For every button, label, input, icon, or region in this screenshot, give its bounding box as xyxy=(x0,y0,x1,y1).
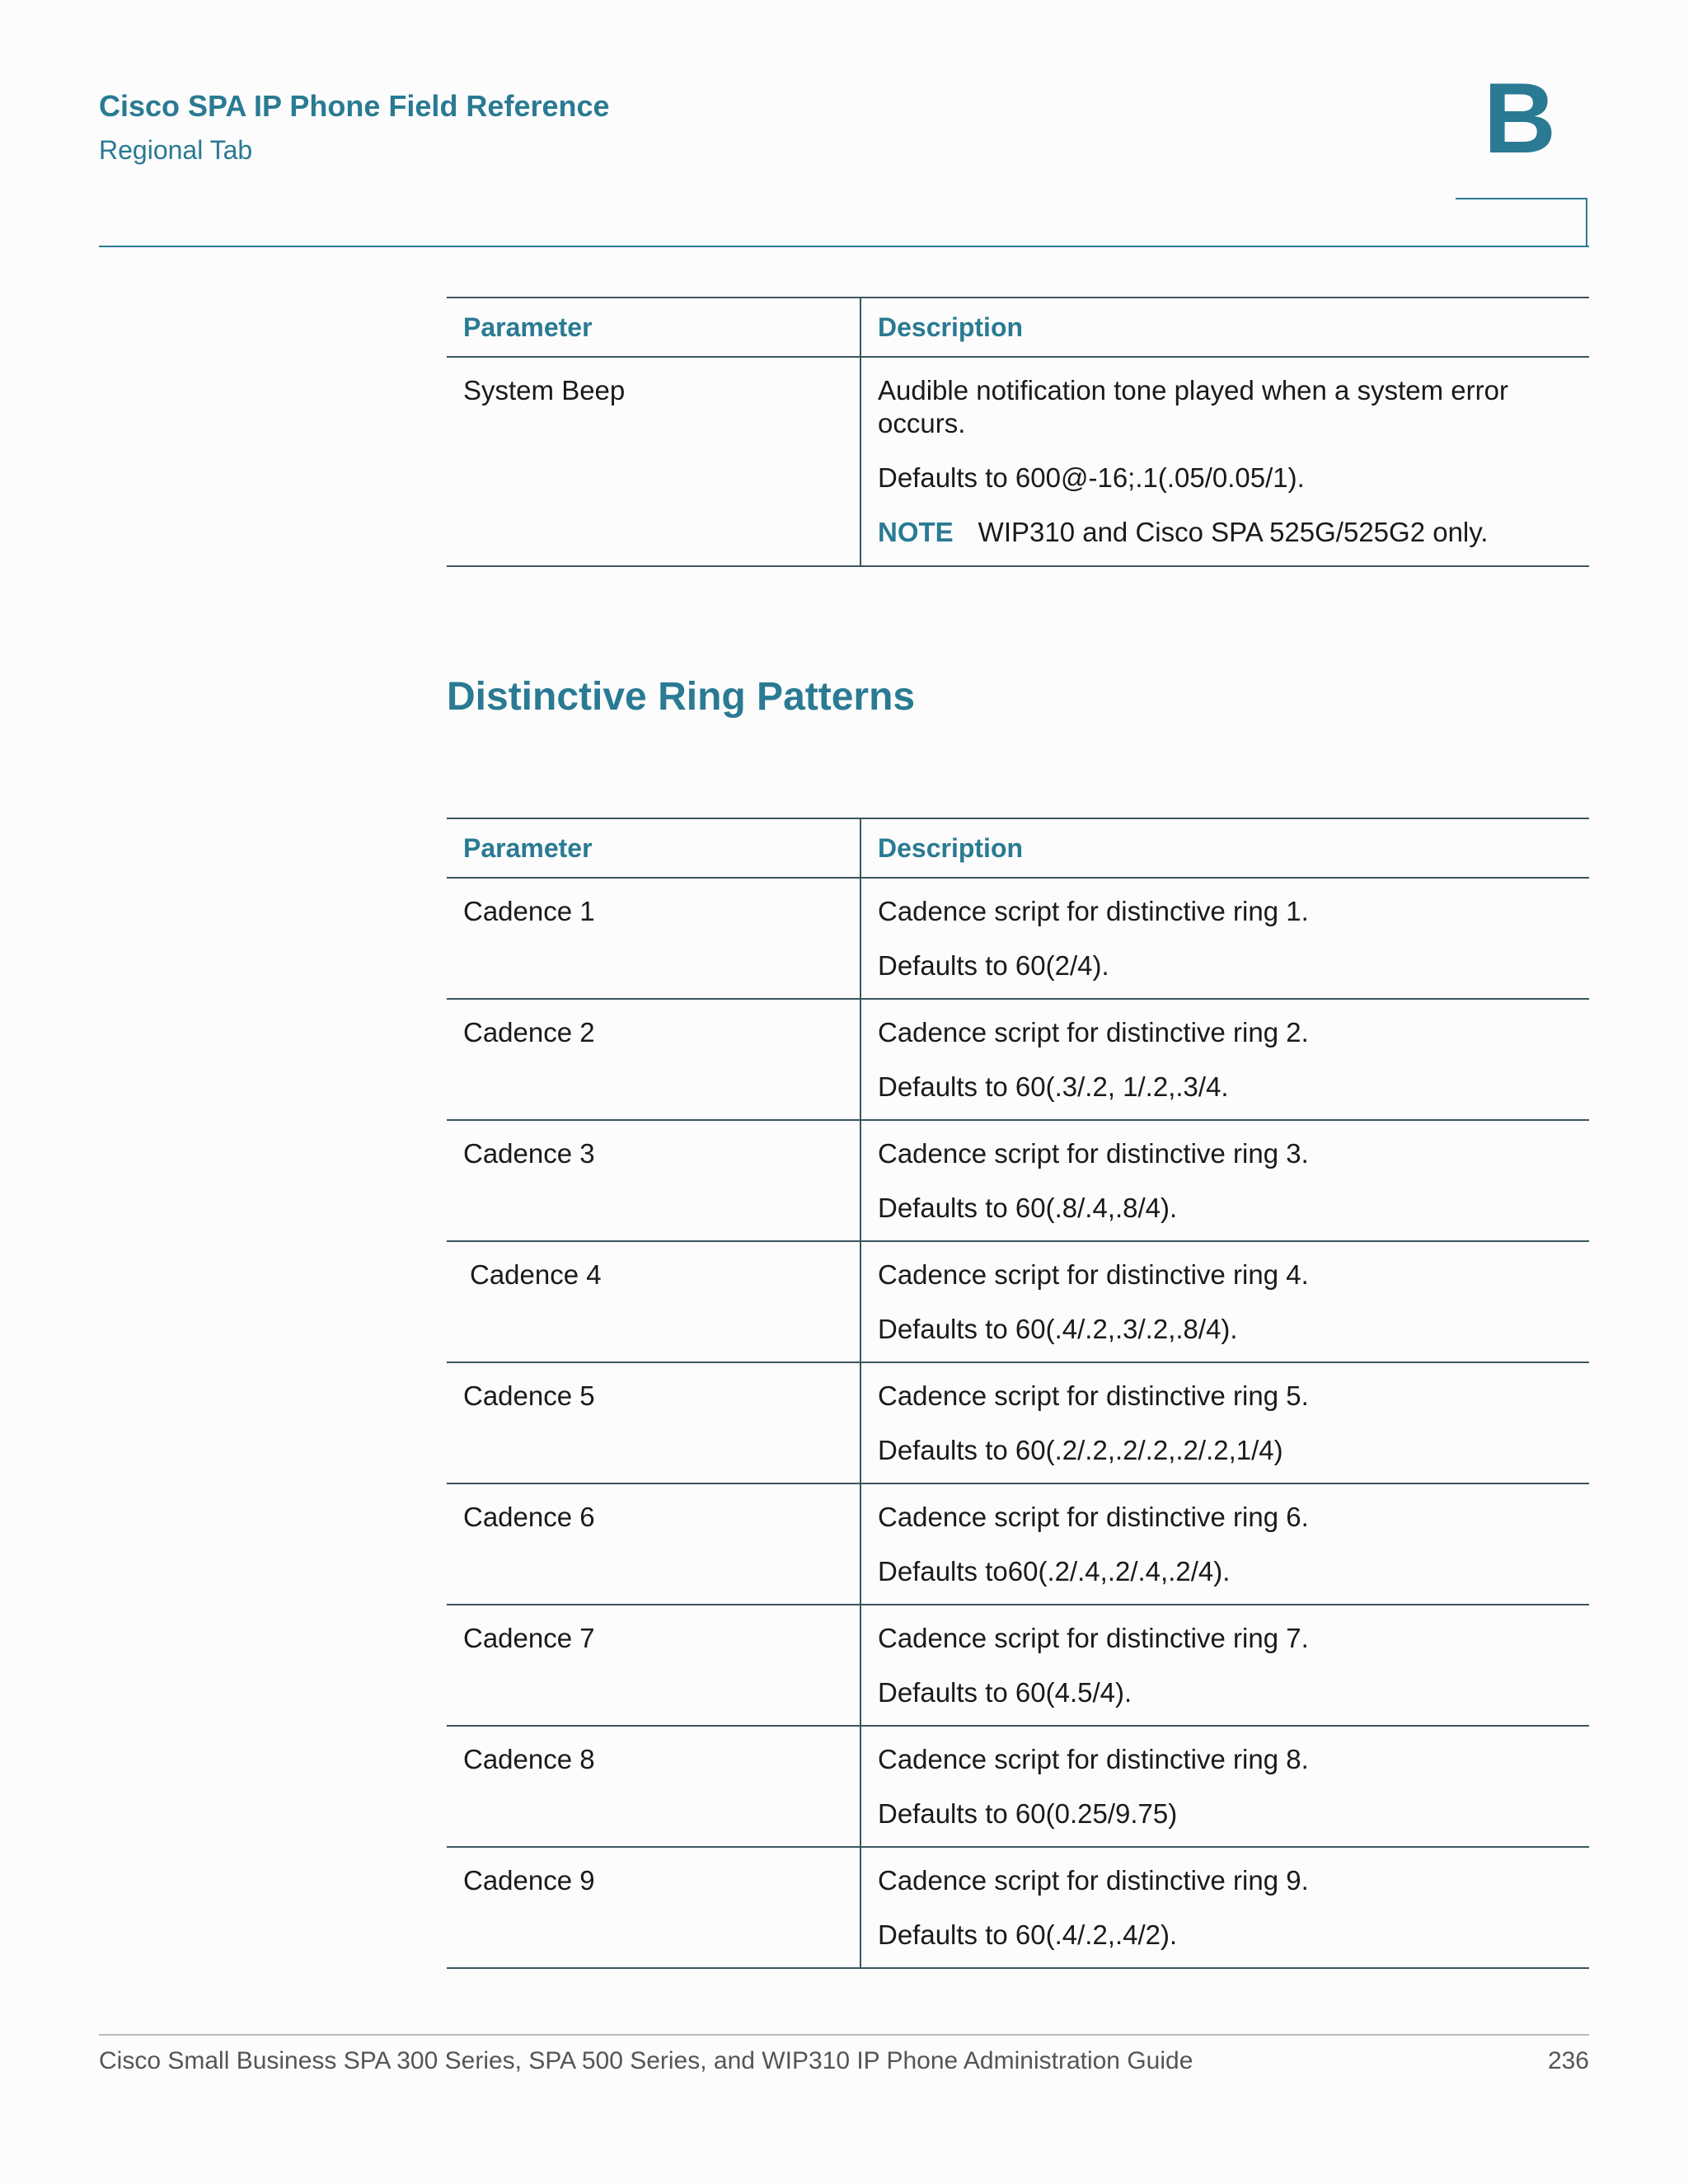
parameter-cell: Cadence 5 xyxy=(447,1362,860,1483)
default-value: Defaults to 60(.4/.2,.3/.2,.8/4). xyxy=(878,1314,1238,1344)
default-value: Defaults to 60(0.25/9.75) xyxy=(878,1798,1178,1829)
default-value: Defaults to60(.2/.4,.2/.4,.2/4). xyxy=(878,1556,1231,1586)
column-header-parameter: Parameter xyxy=(447,298,860,357)
description-text: Cadence script for distinctive ring 9. xyxy=(878,1865,1309,1896)
description-cell xyxy=(860,1362,1589,1483)
default-value: Defaults to 60(.2/.2,.2/.2,.2/.2,1/4) xyxy=(878,1435,1283,1465)
note-label: NOTE xyxy=(878,517,954,547)
default-value: Defaults to 60(.3/.2, 1/.2,.3/4. xyxy=(878,1071,1229,1102)
default-value: Defaults to 60(.4/.2,.4/2). xyxy=(878,1919,1178,1950)
page-header-subtitle: Regional Tab xyxy=(99,135,253,165)
page-header-title: Cisco SPA IP Phone Field Reference xyxy=(99,89,610,123)
description-cell xyxy=(860,999,1589,1120)
chapter-letter: B xyxy=(1483,62,1556,174)
column-header-parameter: Parameter xyxy=(447,818,860,878)
chapter-box xyxy=(1456,198,1587,246)
parameter-cell: Cadence 4 xyxy=(447,1241,860,1362)
default-value: Defaults to 60(4.5/4). xyxy=(878,1677,1132,1708)
description-text: Audible notification tone played when a system error occurs. xyxy=(878,375,1508,438)
description-cell xyxy=(860,1847,1589,1968)
table-row xyxy=(447,1483,1589,1605)
column-header-description: Description xyxy=(860,818,1589,878)
description-cell xyxy=(860,1726,1589,1847)
description-cell xyxy=(860,1120,1589,1241)
description-cell xyxy=(860,1241,1589,1362)
parameter-cell: Cadence 6 xyxy=(447,1483,860,1605)
parameter-cell: Cadence 7 xyxy=(447,1605,860,1726)
description-cell xyxy=(860,1605,1589,1726)
table-row xyxy=(447,1847,1589,1968)
table-row xyxy=(447,1362,1589,1483)
page-number: 236 xyxy=(1547,2047,1589,2074)
table-row xyxy=(447,1605,1589,1726)
description-text: Cadence script for distinctive ring 4. xyxy=(878,1259,1309,1290)
description-cell xyxy=(860,1483,1589,1605)
column-header-description: Description xyxy=(860,298,1589,357)
footer-rule xyxy=(99,2034,1589,2036)
table-row xyxy=(447,1241,1589,1362)
table-row xyxy=(447,999,1589,1120)
table-row xyxy=(447,1726,1589,1847)
table-header-row xyxy=(447,818,1589,878)
default-value: Defaults to 60(.8/.4,.8/4). xyxy=(878,1193,1178,1223)
section-title: Distinctive Ring Patterns xyxy=(447,675,916,719)
parameter-cell: System Beep xyxy=(447,357,860,566)
table-row xyxy=(447,878,1589,999)
description-cell xyxy=(860,357,1589,566)
default-value: Defaults to 60(2/4). xyxy=(878,950,1109,981)
header-rule xyxy=(99,246,1589,247)
parameter-cell: Cadence 9 xyxy=(447,1847,860,1968)
parameter-cell: Cadence 8 xyxy=(447,1726,860,1847)
description-cell xyxy=(860,878,1589,999)
description-text: Cadence script for distinctive ring 2. xyxy=(878,1017,1309,1047)
table-row xyxy=(447,1120,1589,1241)
parameter-cell: Cadence 1 xyxy=(447,878,860,999)
parameter-cell: Cadence 3 xyxy=(447,1120,860,1241)
description-text: Cadence script for distinctive ring 7. xyxy=(878,1623,1309,1653)
description-text: Cadence script for distinctive ring 1. xyxy=(878,896,1309,926)
footer-text: Cisco Small Business SPA 300 Series, SPA 500 Series, and WIP310 IP Phone Administration Guide xyxy=(99,2047,1193,2074)
table-header-row xyxy=(447,298,1589,357)
note xyxy=(878,516,1573,549)
description-text: Cadence script for distinctive ring 8. xyxy=(878,1744,1309,1774)
default-value: Defaults to 600@-16;.1(.05/0.05/1). xyxy=(878,462,1305,493)
system-beep-table xyxy=(447,297,1589,567)
description-text: Cadence script for distinctive ring 5. xyxy=(878,1380,1309,1411)
table-row xyxy=(447,357,1589,566)
parameter-cell: Cadence 2 xyxy=(447,999,860,1120)
description-text: Cadence script for distinctive ring 3. xyxy=(878,1138,1309,1169)
note-text: WIP310 and Cisco SPA 525G/525G2 only. xyxy=(978,517,1489,547)
distinctive-ring-table xyxy=(447,818,1589,1969)
description-text: Cadence script for distinctive ring 6. xyxy=(878,1502,1309,1532)
